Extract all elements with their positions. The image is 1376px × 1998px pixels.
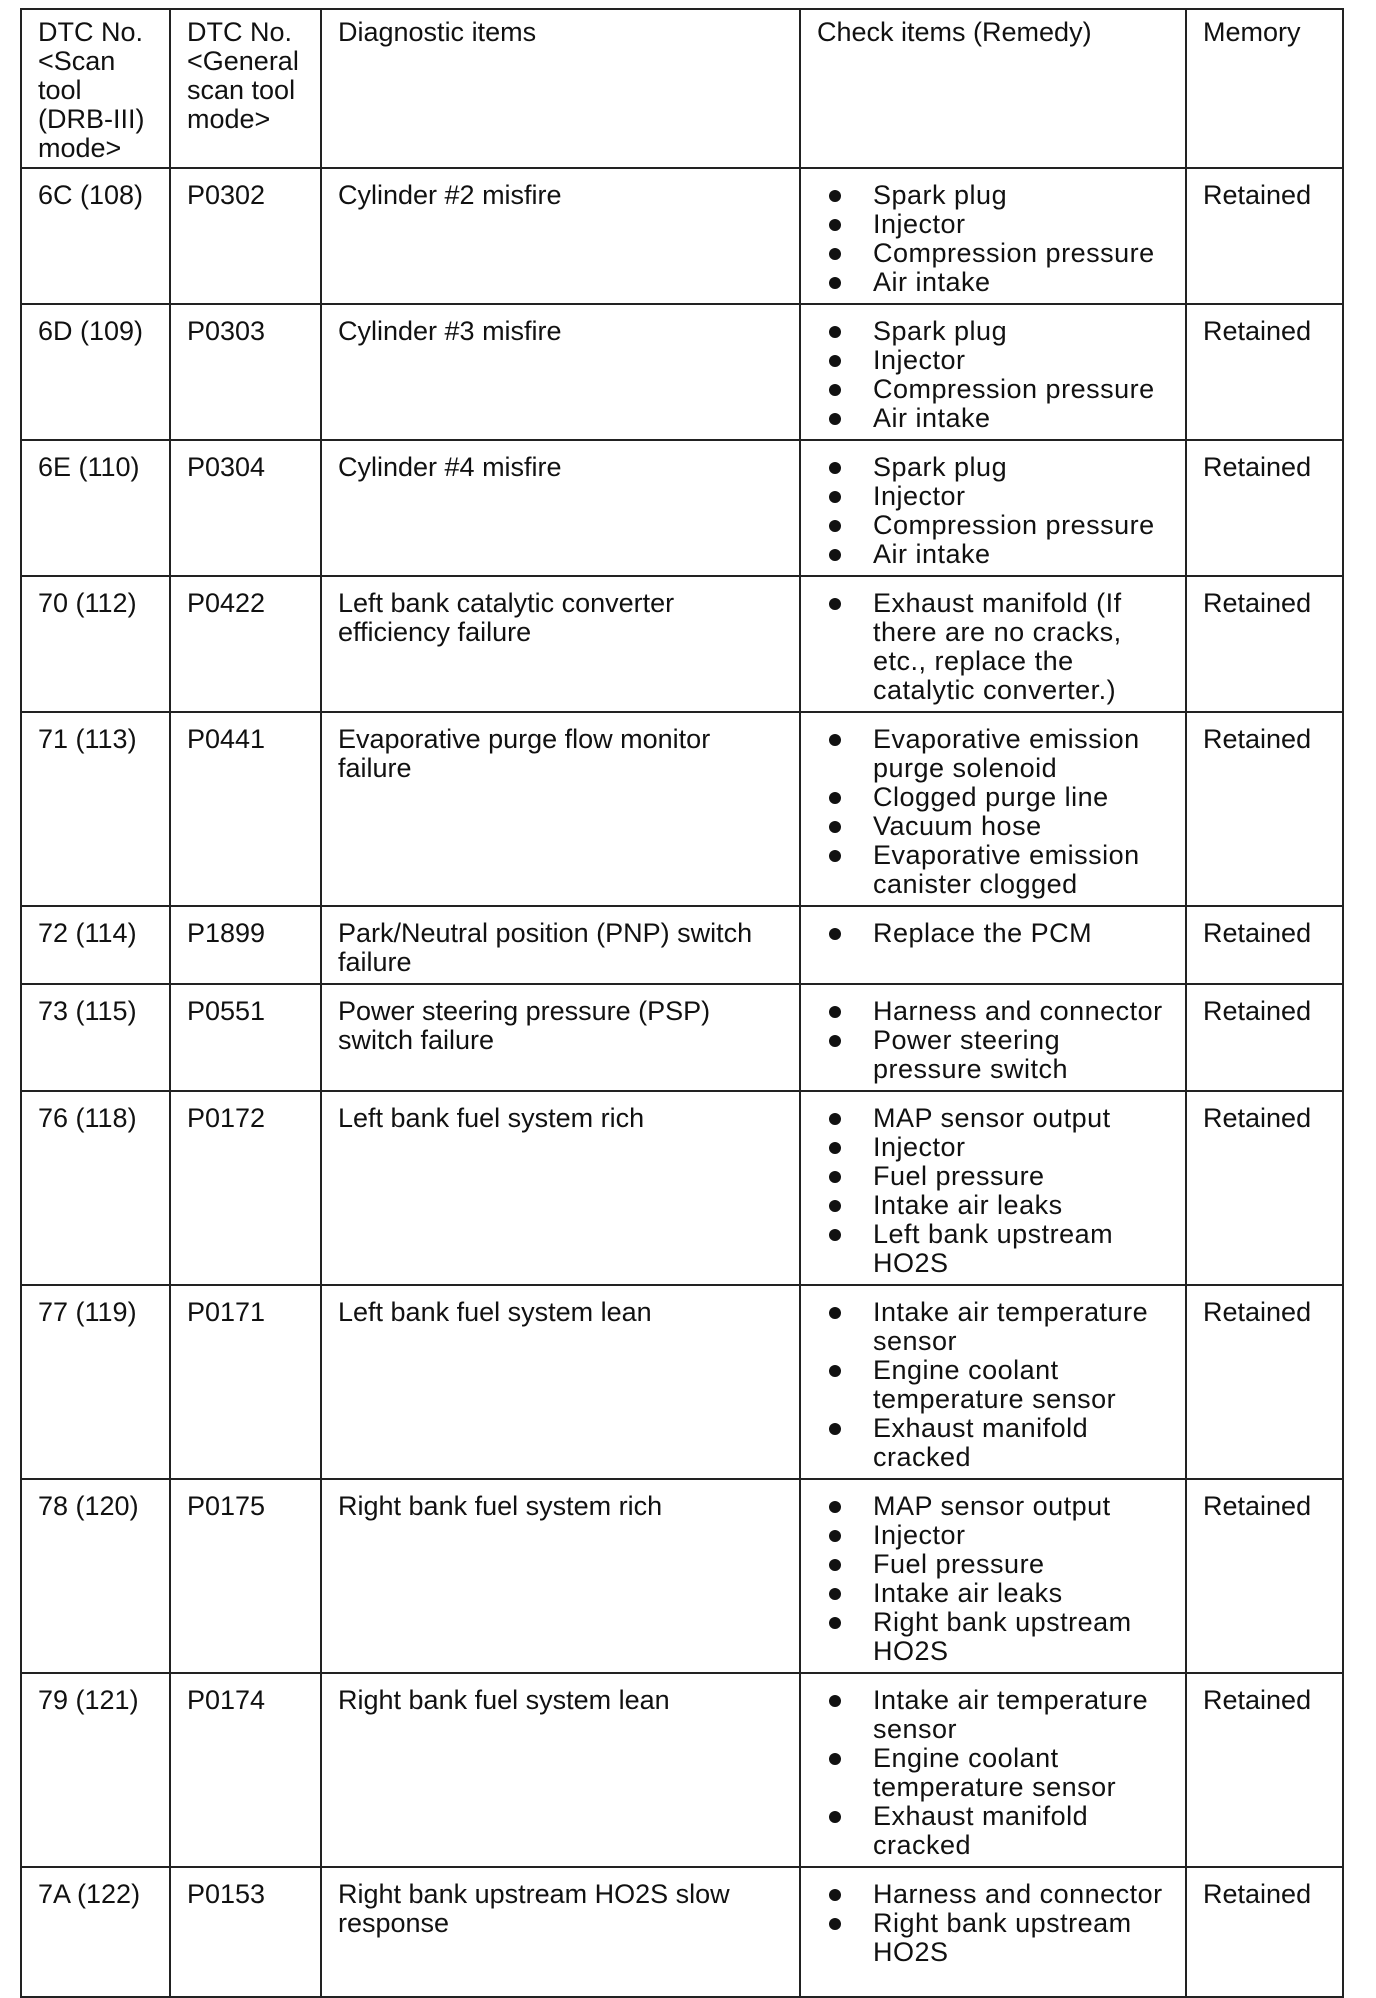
check-item: Intake air leaks [817, 1191, 1171, 1220]
check-item: Injector [817, 1521, 1171, 1550]
check-items-list [817, 1492, 1171, 1666]
check-item: Exhaust manifold cracked [817, 1414, 1171, 1472]
header-general-scan-tool-mode: DTC No. <General scan tool mode> [170, 9, 321, 168]
table-body [21, 168, 1343, 1997]
table-row [21, 1091, 1343, 1285]
dtc-scan-tool-cell: 79 (121) [21, 1673, 170, 1867]
check-items-cell [800, 1091, 1186, 1285]
dtc-general-cell: P0302 [170, 168, 321, 304]
check-item: Injector [817, 482, 1171, 511]
check-item: Evaporative emission canister clogged [817, 841, 1171, 899]
check-item: Exhaust manifold (If there are no cracks, etc., replace the catalytic converter.) [817, 589, 1171, 705]
dtc-scan-tool-cell: 6D (109) [21, 304, 170, 440]
header-diagnostic-items: Diagnostic items [321, 9, 800, 168]
table-row [21, 712, 1343, 906]
table-header [21, 9, 1343, 168]
table-row [21, 576, 1343, 712]
check-item: MAP sensor output [817, 1104, 1171, 1133]
check-item: Intake air temperature sensor [817, 1298, 1171, 1356]
table-row [21, 906, 1343, 984]
memory-cell: Retained [1186, 1673, 1343, 1867]
check-item: Harness and connector [817, 1880, 1171, 1909]
check-item: Air intake [817, 540, 1171, 569]
table-row [21, 984, 1343, 1091]
check-item: Air intake [817, 268, 1171, 297]
check-item: Harness and connector [817, 997, 1171, 1026]
header-check-items: Check items (Remedy) [800, 9, 1186, 168]
dtc-general-cell: P0174 [170, 1673, 321, 1867]
check-items-list [817, 589, 1171, 705]
check-items-cell [800, 906, 1186, 984]
check-item: Spark plug [817, 181, 1171, 210]
memory-cell: Retained [1186, 1285, 1343, 1479]
table-row [21, 440, 1343, 576]
dtc-scan-tool-cell: 70 (112) [21, 576, 170, 712]
check-item: Intake air temperature sensor [817, 1686, 1171, 1744]
check-items-list [817, 1104, 1171, 1278]
check-item: Fuel pressure [817, 1162, 1171, 1191]
table-row [21, 1673, 1343, 1867]
memory-cell: Retained [1186, 906, 1343, 984]
check-item: Left bank upstream HO2S [817, 1220, 1171, 1278]
table-row [21, 304, 1343, 440]
memory-cell: Retained [1186, 984, 1343, 1091]
diagnostic-item-cell: Right bank fuel system lean [321, 1673, 800, 1867]
check-item: Fuel pressure [817, 1550, 1171, 1579]
diagnostic-item-cell: Power steering pressure (PSP) switch failure [321, 984, 800, 1091]
check-item: Vacuum hose [817, 812, 1171, 841]
table-row [21, 1285, 1343, 1479]
memory-cell: Retained [1186, 1867, 1343, 1997]
check-item: Replace the PCM [817, 919, 1171, 948]
memory-cell: Retained [1186, 168, 1343, 304]
table-row [21, 168, 1343, 304]
header-memory: Memory [1186, 9, 1343, 168]
dtc-general-cell: P0551 [170, 984, 321, 1091]
check-items-list [817, 1686, 1171, 1860]
dtc-general-cell: P0441 [170, 712, 321, 906]
check-item: Compression pressure [817, 511, 1171, 540]
check-items-list [817, 997, 1171, 1084]
dtc-general-cell: P0153 [170, 1867, 321, 1997]
check-items-list [817, 725, 1171, 899]
memory-cell: Retained [1186, 440, 1343, 576]
dtc-general-cell: P0171 [170, 1285, 321, 1479]
check-items-cell [800, 712, 1186, 906]
memory-cell: Retained [1186, 1479, 1343, 1673]
diagnostic-item-cell: Left bank fuel system lean [321, 1285, 800, 1479]
check-item: Right bank upstream HO2S [817, 1909, 1171, 1967]
memory-cell: Retained [1186, 576, 1343, 712]
check-item: Clogged purge line [817, 783, 1171, 812]
memory-cell: Retained [1186, 712, 1343, 906]
dtc-general-cell: P0422 [170, 576, 321, 712]
check-item: Injector [817, 346, 1171, 375]
check-items-cell [800, 1673, 1186, 1867]
check-item: Injector [817, 210, 1171, 239]
dtc-scan-tool-cell: 78 (120) [21, 1479, 170, 1673]
diagnostic-item-cell: Left bank fuel system rich [321, 1091, 800, 1285]
dtc-scan-tool-cell: 72 (114) [21, 906, 170, 984]
check-items-list [817, 453, 1171, 569]
check-items-cell [800, 440, 1186, 576]
table-row [21, 1479, 1343, 1673]
check-item: MAP sensor output [817, 1492, 1171, 1521]
check-item: Exhaust manifold cracked [817, 1802, 1171, 1860]
diagnostic-item-cell: Cylinder #2 misfire [321, 168, 800, 304]
check-item: Engine coolant temperature sensor [817, 1744, 1171, 1802]
diagnostic-item-cell: Cylinder #4 misfire [321, 440, 800, 576]
check-items-cell [800, 168, 1186, 304]
header-row [21, 9, 1343, 168]
table-row [21, 1867, 1343, 1997]
check-item: Spark plug [817, 317, 1171, 346]
check-item: Compression pressure [817, 375, 1171, 404]
check-item: Power steering pressure switch [817, 1026, 1171, 1084]
check-items-list [817, 317, 1171, 433]
check-items-list [817, 181, 1171, 297]
dtc-general-cell: P0304 [170, 440, 321, 576]
dtc-scan-tool-cell: 73 (115) [21, 984, 170, 1091]
diagnostic-item-cell: Cylinder #3 misfire [321, 304, 800, 440]
dtc-scan-tool-cell: 77 (119) [21, 1285, 170, 1479]
check-items-list [817, 919, 1171, 948]
memory-cell: Retained [1186, 304, 1343, 440]
check-item: Spark plug [817, 453, 1171, 482]
check-item: Engine coolant temperature sensor [817, 1356, 1171, 1414]
check-items-cell [800, 1479, 1186, 1673]
check-items-cell [800, 1867, 1186, 1997]
check-item: Injector [817, 1133, 1171, 1162]
dtc-general-cell: P0175 [170, 1479, 321, 1673]
dtc-scan-tool-cell: 71 (113) [21, 712, 170, 906]
check-items-cell [800, 984, 1186, 1091]
diagnostic-item-cell: Park/Neutral position (PNP) switch failure [321, 906, 800, 984]
check-item: Intake air leaks [817, 1579, 1171, 1608]
diagnostic-item-cell: Evaporative purge flow monitor failure [321, 712, 800, 906]
check-items-list [817, 1298, 1171, 1472]
dtc-scan-tool-cell: 6C (108) [21, 168, 170, 304]
diagnostic-item-cell: Right bank fuel system rich [321, 1479, 800, 1673]
check-items-cell [800, 1285, 1186, 1479]
dtc-scan-tool-cell: 7A (122) [21, 1867, 170, 1997]
diagnostic-item-cell: Left bank catalytic converter efficiency failure [321, 576, 800, 712]
dtc-scan-tool-cell: 6E (110) [21, 440, 170, 576]
diagnostic-item-cell: Right bank upstream HO2S slow response [321, 1867, 800, 1997]
dtc-general-cell: P1899 [170, 906, 321, 984]
header-scan-tool-mode: DTC No. <Scan tool (DRB-III) mode> [21, 9, 170, 168]
memory-cell: Retained [1186, 1091, 1343, 1285]
dtc-general-cell: P0303 [170, 304, 321, 440]
check-item: Air intake [817, 404, 1171, 433]
check-items-cell [800, 576, 1186, 712]
check-item: Compression pressure [817, 239, 1171, 268]
check-item: Evaporative emission purge solenoid [817, 725, 1171, 783]
dtc-scan-tool-cell: 76 (118) [21, 1091, 170, 1285]
dtc-general-cell: P0172 [170, 1091, 321, 1285]
dtc-table [20, 8, 1344, 1998]
check-item: Right bank upstream HO2S [817, 1608, 1171, 1666]
check-items-list [817, 1880, 1171, 1967]
check-items-cell [800, 304, 1186, 440]
